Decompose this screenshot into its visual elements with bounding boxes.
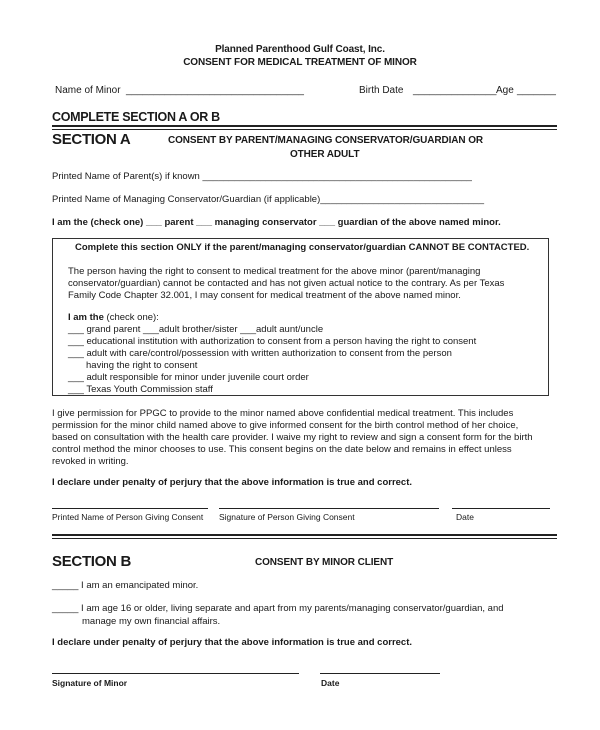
- age-field[interactable]: _______: [517, 85, 556, 96]
- emancipated-item[interactable]: _____ I am an emancipated minor.: [52, 580, 199, 591]
- permission-line-1: I give permission for PPGC to provide to the minor named above confidential medical treatment. This includes: [52, 408, 514, 419]
- minor-signature-line[interactable]: [52, 673, 299, 674]
- section-a-declaration: I declare under penalty of perjury that the above information is true and correct.: [52, 477, 413, 488]
- complete-section-heading: COMPLETE SECTION A OR B: [52, 110, 220, 124]
- age-16-item-line-1[interactable]: _____ I am age 16 or older, living separate and apart from my parents/managing conservator/guardian, and: [52, 603, 504, 614]
- box-option-5[interactable]: ___ Texas Youth Commission staff: [68, 384, 213, 395]
- box-para-3: Family Code Chapter 32.001, I may consent for medical treatment of the above named minor.: [68, 290, 461, 301]
- box-iam-label: I am the: [68, 312, 104, 323]
- minor-signature-label: Signature of Minor: [52, 678, 128, 688]
- permission-line-4: control method the minor chooses to use. This consent begins on the date below and remains in effect unless: [52, 444, 512, 455]
- divider-top-2: [52, 129, 557, 130]
- date-sig-line[interactable]: [452, 508, 550, 509]
- box-check-label: [68, 312, 159, 323]
- box-option-4[interactable]: ___ adult responsible for minor under juvenile court order: [68, 372, 309, 383]
- box-para-2: conservator/guardian) cannot be contacted and has not given actual notice to the contrary. As per Texas: [68, 278, 505, 289]
- date-sig-label: Date: [456, 512, 474, 522]
- divider-top: [52, 125, 557, 127]
- age-label: Age: [496, 85, 514, 96]
- divider-middle: [52, 534, 557, 536]
- minor-date-label: Date: [321, 678, 340, 688]
- relationship-check-line[interactable]: I am the (check one) ___ parent ___ managing conservator ___ guardian of the above named minor.: [52, 217, 501, 228]
- box-option-1[interactable]: ___ grand parent ___adult brother/sister ___adult aunt/uncle: [68, 324, 324, 335]
- parent-name-field[interactable]: Printed Name of Parent(s) if known ___________________________________________________: [52, 171, 472, 182]
- box-option-3[interactable]: ___ adult with care/control/possession with written authorization to consent from the person: [68, 348, 452, 359]
- section-b-title: SECTION B: [52, 553, 131, 570]
- section-a-title: SECTION A: [52, 131, 131, 148]
- box-option-2[interactable]: ___ educational institution with authorization to consent from a person having the right to consent: [68, 336, 477, 347]
- box-heading: Complete this section ONLY if the parent/managing conservator/guardian CANNOT BE CONTACTED.: [75, 242, 530, 253]
- signature-sig-label: Signature of Person Giving Consent: [219, 512, 355, 522]
- section-a-subtitle-2: OTHER ADULT: [290, 149, 360, 160]
- signature-sig-line[interactable]: [219, 508, 439, 509]
- section-a-subtitle-1: CONSENT BY PARENT/MANAGING CONSERVATOR/GUARDIAN OR: [168, 135, 484, 146]
- box-para-1: The person having the right to consent to medical treatment for the above minor (parent/managing: [68, 266, 481, 277]
- printed-name-sig-line[interactable]: [52, 508, 208, 509]
- section-b-declaration: I declare under penalty of perjury that the above information is true and correct.: [52, 637, 413, 648]
- minor-name-field[interactable]: ________________________________: [126, 85, 304, 96]
- age-16-item-line-2: manage my own financial affairs.: [82, 616, 221, 627]
- box-option-3b: having the right to consent: [86, 360, 198, 371]
- box-check-one: (check one):: [103, 312, 159, 323]
- minor-name-label: Name of Minor: [55, 85, 121, 96]
- printed-name-sig-label: Printed Name of Person Giving Consent: [52, 512, 204, 522]
- form-title: CONSENT FOR MEDICAL TREATMENT OF MINOR: [183, 57, 417, 68]
- permission-line-3: based on consultation with the health care provider. I waive my right to review and sign a consent form for the birth: [52, 432, 533, 443]
- permission-line-5: revoked in writing.: [52, 456, 129, 467]
- minor-date-line[interactable]: [320, 673, 440, 674]
- divider-middle-2: [52, 538, 557, 539]
- birth-date-label: Birth Date: [359, 85, 404, 96]
- conservator-name-field[interactable]: Printed Name of Managing Conservator/Guardian (if applicable)_______________________________: [52, 194, 485, 205]
- birth-date-field[interactable]: _______________: [413, 85, 497, 96]
- org-name: Planned Parenthood Gulf Coast, Inc.: [215, 44, 385, 55]
- permission-line-2: permission for the minor child named above to give informed consent for the birth control method of her choice,: [52, 420, 519, 431]
- section-b-subtitle: CONSENT BY MINOR CLIENT: [255, 557, 394, 568]
